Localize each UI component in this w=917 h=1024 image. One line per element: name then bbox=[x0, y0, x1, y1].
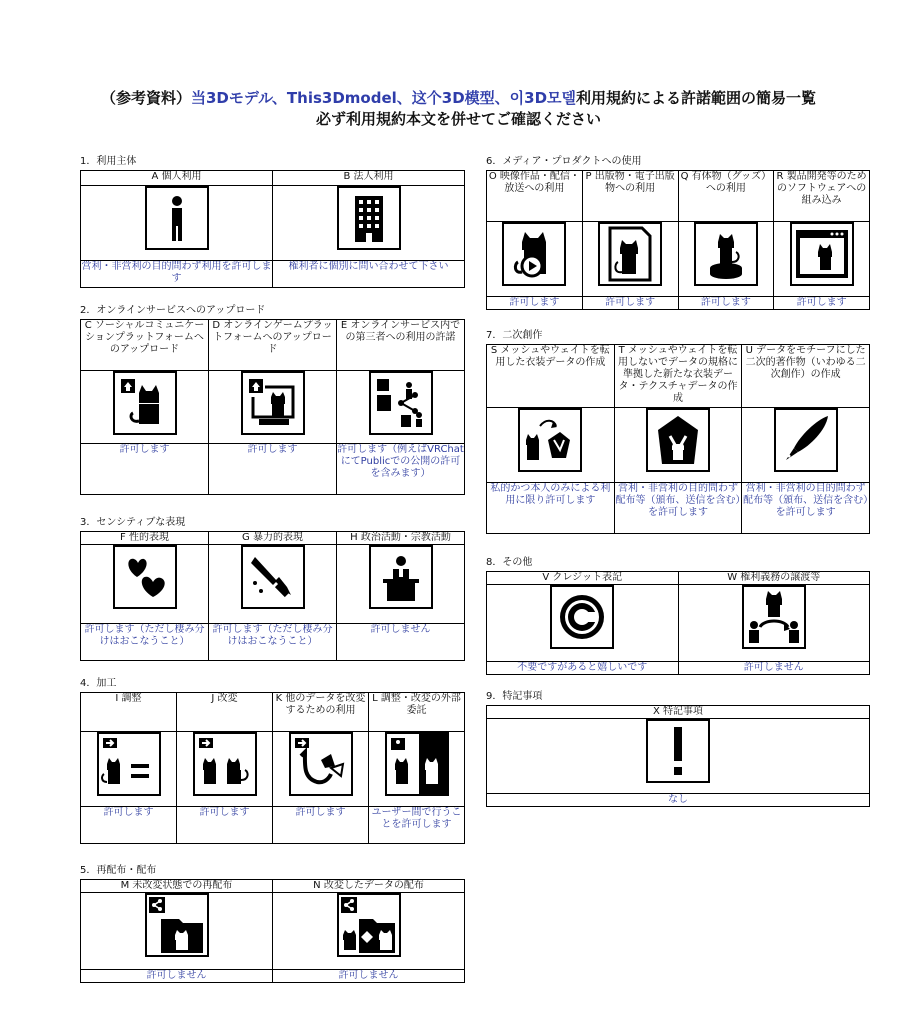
header-suffix: 利用規約による許諾範囲の簡易一覧 bbox=[576, 89, 817, 107]
status-h: 許可しません bbox=[337, 624, 465, 661]
status-q: 許可します bbox=[678, 297, 774, 310]
outsource-icon bbox=[385, 732, 449, 796]
label-v: V クレジット表記 bbox=[487, 572, 679, 585]
label-f: F 性的表現 bbox=[81, 532, 209, 545]
label-k: K 他のデータを改変するための利用 bbox=[273, 693, 369, 732]
header-line1 bbox=[0, 88, 917, 109]
section-title: 5．再配布・配布 bbox=[80, 865, 157, 876]
label-o: O 映像作品・配信・放送への利用 bbox=[487, 171, 583, 222]
section-title: 2．オンラインサービスへのアップロード bbox=[80, 305, 266, 316]
section-5 bbox=[80, 865, 465, 983]
person-icon bbox=[145, 186, 209, 250]
status-w: 許可しません bbox=[678, 662, 870, 675]
status-s: 私的かつ本人のみによる利用に限り許可します bbox=[487, 483, 615, 534]
status-c: 許可します bbox=[81, 444, 209, 495]
status-t: 営利・非営利の目的問わず配布等（頒布、送信を含む）を許可します bbox=[614, 483, 742, 534]
label-j: J 改変 bbox=[177, 693, 273, 732]
status-l: ユーザー間で行うことを許可します bbox=[369, 807, 465, 844]
modify-icon bbox=[193, 732, 257, 796]
label-b: B 法人利用 bbox=[273, 171, 465, 186]
section-title: 8．その他 bbox=[486, 557, 533, 568]
label-a: A 個人利用 bbox=[81, 171, 273, 186]
label-m: M 未改変状態での再配布 bbox=[81, 880, 273, 893]
section-title: 6．メディア・プロダクトへの使用 bbox=[486, 156, 642, 167]
status-r: 許可します bbox=[774, 297, 870, 310]
section-3 bbox=[80, 517, 465, 661]
label-h: H 政治活動・宗教活動 bbox=[337, 532, 465, 545]
new-costume-icon bbox=[646, 408, 710, 472]
video-icon bbox=[502, 222, 566, 286]
share-network-icon bbox=[369, 371, 433, 435]
section-title: 7．二次創作 bbox=[486, 330, 543, 341]
header-line2: 必ず利用規約本文を併せてご確認ください bbox=[315, 110, 601, 128]
status-v: 不要ですがあると嬉しいです bbox=[487, 662, 679, 675]
status-i: 許可します bbox=[81, 807, 177, 844]
status-k: 許可します bbox=[273, 807, 369, 844]
section-title: 3．センシティブな表現 bbox=[80, 517, 186, 528]
distribute-modified-icon bbox=[337, 893, 401, 957]
hearts-icon bbox=[113, 545, 177, 609]
exclamation-icon bbox=[646, 719, 710, 783]
publication-icon bbox=[598, 222, 662, 286]
section-title: 1．利用主体 bbox=[80, 156, 137, 167]
header-model-name-ko: 이3D모델 bbox=[509, 89, 577, 107]
status-p: 許可します bbox=[582, 297, 678, 310]
header-prefix: （参考資料） bbox=[100, 89, 191, 107]
header-model-names: 当3Dモデル、This3Dmodel、这个3D模型、 bbox=[190, 89, 510, 107]
status-a: 営利・非営利の目的問わず利用を許可します bbox=[81, 261, 273, 288]
building-icon bbox=[337, 186, 401, 250]
section-title: 9．特記事項 bbox=[486, 691, 543, 702]
status-u: 営利・非営利の目的問わず配布等（頒布、送信を含む）を許可します bbox=[742, 483, 870, 534]
label-q: Q 有体物（グッズ）への利用 bbox=[678, 171, 774, 222]
section-6 bbox=[486, 156, 870, 310]
software-icon bbox=[790, 222, 854, 286]
header bbox=[0, 88, 917, 130]
knife-icon bbox=[241, 545, 305, 609]
label-w: W 権利義務の譲渡等 bbox=[678, 572, 870, 585]
status-o: 許可します bbox=[487, 297, 583, 310]
label-g: G 暴力的表現 bbox=[209, 532, 337, 545]
adjust-icon bbox=[97, 732, 161, 796]
section-1 bbox=[80, 156, 465, 288]
transfer-icon bbox=[742, 585, 806, 649]
label-l: L 調整・改変の外部委託 bbox=[369, 693, 465, 732]
section-7 bbox=[486, 330, 870, 534]
section-8 bbox=[486, 557, 870, 675]
label-s: S メッシュやウェイトを転用した衣装データの作成 bbox=[487, 345, 615, 408]
status-e: 許可します（例えばVRChatにてPublicでの公開の許可を含みます） bbox=[337, 444, 465, 495]
status-j: 許可します bbox=[177, 807, 273, 844]
upload-cat-icon bbox=[113, 371, 177, 435]
status-x: なし bbox=[487, 794, 870, 807]
redistribute-icon bbox=[145, 893, 209, 957]
game-upload-icon bbox=[241, 371, 305, 435]
podium-icon bbox=[369, 545, 433, 609]
pen-icon bbox=[774, 408, 838, 472]
label-e: E オンラインサービス内での第三者への利用の許諾 bbox=[337, 320, 465, 371]
status-b: 権利者に個別に問い合わせて下さい bbox=[273, 261, 465, 288]
status-f: 許可します（ただし棲み分けはおこなうこと） bbox=[81, 624, 209, 661]
costume-transfer-icon bbox=[518, 408, 582, 472]
section-9 bbox=[486, 691, 870, 807]
label-n: N 改変したデータの配布 bbox=[273, 880, 465, 893]
status-g: 許可します（ただし棲み分けはおこなうこと） bbox=[209, 624, 337, 661]
label-p: P 出版物・電子出版物への利用 bbox=[582, 171, 678, 222]
figure-icon bbox=[694, 222, 758, 286]
section-title: 4．加工 bbox=[80, 678, 117, 689]
section-2 bbox=[80, 305, 465, 495]
status-m: 許可しません bbox=[81, 970, 273, 983]
copyright-icon bbox=[550, 585, 614, 649]
label-r: R 製品開発等のためのソフトウェアへの組み込み bbox=[774, 171, 870, 222]
label-u: U データをモチーフにした二次的著作物（いわゆる二次創作）の作成 bbox=[742, 345, 870, 408]
status-d: 許可します bbox=[209, 444, 337, 495]
label-t: T メッシュやウェイトを転用しないでデータの規格に準拠した新たな衣装データ・テクスチャデータの作成 bbox=[614, 345, 742, 408]
status-n: 許可しません bbox=[273, 970, 465, 983]
label-i: I 調整 bbox=[81, 693, 177, 732]
label-d: D オンラインゲームプラットフォームへのアップロード bbox=[209, 320, 337, 371]
merge-icon bbox=[289, 732, 353, 796]
label-x: X 特記事項 bbox=[487, 706, 870, 719]
section-4 bbox=[80, 678, 465, 844]
label-c: C ソーシャルコミュニケーションプラットフォームへのアップロード bbox=[81, 320, 209, 371]
